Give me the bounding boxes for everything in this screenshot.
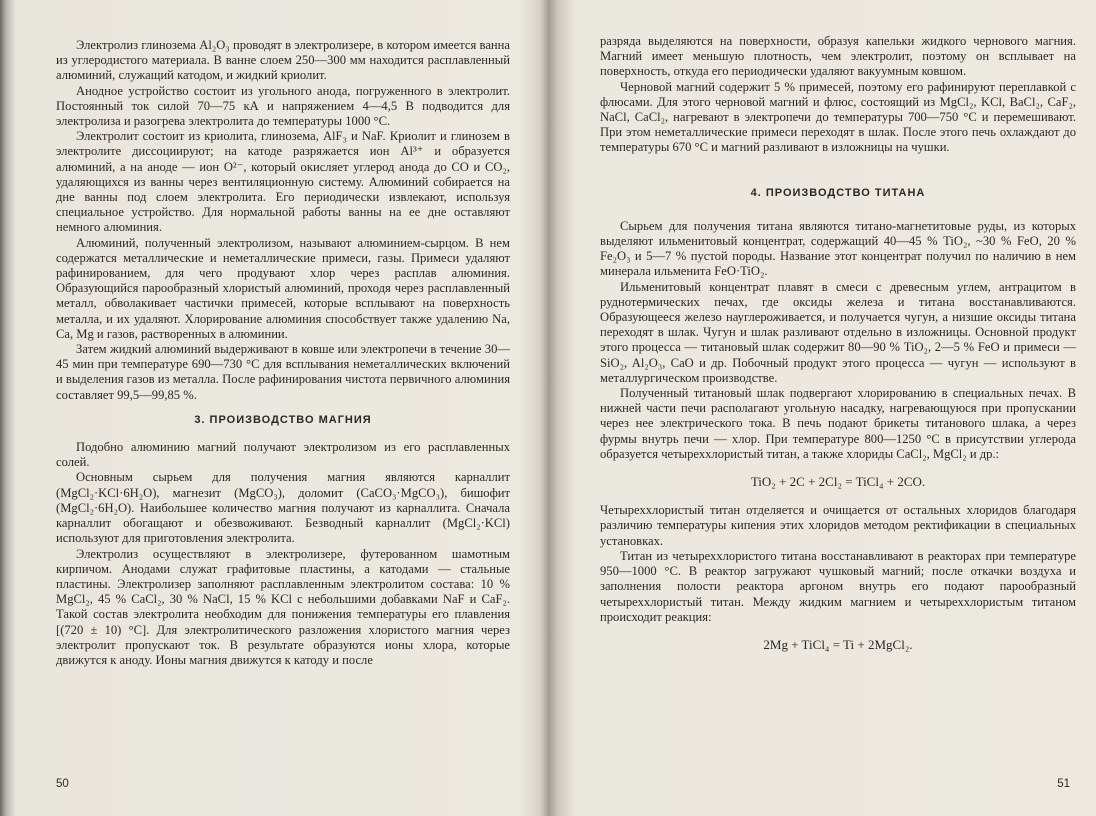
paragraph: Черновой магний содержит 5 % примесей, поэтому его рафинируют переплавкой с флюсами. Для этого черновой магний и флюс, состоящий из MgCl₂, KCl, BaCl₂, CaF₂, NaCl, CaCl₂, нагревают в электропечи до температуры 700—750 °С и перемешивают. При этом неметаллические примеси переходят в шлак. После этого печь охлаждают до температуры 670 °С и магний разливают в изложницы на чушки. bbox=[600, 79, 1076, 155]
paragraph: Сырьем для получения титана являются титано-магнетитовые руды, из которых выделяют ильменитовый концентрат, содержащий 40—45 % TiO₂, ~30 % FeO, 20 % Fe₂O₃ и 5—7 % пустой породы. Название этот концентрат получил по наличию в нем минерала ильменита FeO·TiO₂. bbox=[600, 218, 1076, 279]
paragraph: Полученный титановый шлак подвергают хлорированию в специальных печах. В нижней части печи располагают угольную насадку, нагревающуюся при пропускании через нее электрического тока. В печь подают брикеты титанового шлака, а через фурмы внутрь печи — хлор. При температуре 800—1250 °С в присутствии углерода образуется четыреххлористый титан, а также хлориды CaCl₂, MgCl₂ и др.: bbox=[600, 386, 1076, 461]
paragraph: Электролиз глинозема Al₂O₃ проводят в электролизере, в котором имеется ванна из углеродистого материала. В ванне слоем 250—300 мм находится расплавленный алюминий, служащий катодом, и жидкий криолит. bbox=[56, 38, 510, 83]
paragraph: Четыреххлористый титан отделяется и очищается от остальных хлоридов благодаря различию температуры кипения этих хлоридов методом ректификации в специальных установках. bbox=[600, 503, 1076, 548]
formula: TiO₂ + 2C + 2Cl₂ = TiCl₄ + 2CO. bbox=[750, 474, 926, 490]
paragraph: Подобно алюминию магний получают электролизом из его расплавленных солей. bbox=[56, 440, 510, 470]
paragraph: Электролит состоит из криолита, глинозема, AlF₃ и NaF. Криолит и глинозем в электролите диссоциируют; на катоде разряжается ион Al³⁺ и образуется алюминий, а на аноде — ион O²⁻, который окисляет углерод анода до CO и CO₂, удаляющихся из ванны через вентиляционную систему. Алюминий собирается на дне ванны под слоем электролита. Его периодически извлекают, используя специальное устройство. Для нормальной работы ванны на ее дне оставляют немного алюминия. bbox=[56, 129, 510, 235]
right-page bbox=[548, 0, 1096, 816]
section-heading: 3. ПРОИЗВОДСТВО МАГНИЯ bbox=[194, 413, 372, 426]
paragraph: разряда выделяются на поверхности, образуя капельки жидкого чернового магния. Магний имеет меньшую плотность, чем электролит, поэтому он всплывает на поверхность, откуда его периодически удаляют вакуумным ковшом. bbox=[600, 34, 1076, 79]
page-number: 51 bbox=[1057, 778, 1070, 790]
page-number: 50 bbox=[56, 778, 69, 790]
paragraph: Ильменитовый концентрат плавят в смеси с древесным углем, антрацитом в руднотермических печах, где оксиды железа и титана восстанавливаются. Образующееся железо науглероживается, и получается чугун, а низшие оксиды титана переходят в шлак. Чугун и шлак разливают отдельно в изложницы. Основной продукт этого процесса — титановый шлак содержит 80—90 % TiO₂, 2—5 % FeO и примеси — SiO₂, Al₂O₃, CaO и др. Побочный продукт этого процесса — чугун — используют в металлургическом производстве. bbox=[600, 279, 1076, 385]
formula: 2Mg + TiCl₄ = Ti + 2MgCl₂. bbox=[763, 636, 913, 652]
paragraph: Основным сырьем для получения магния являются карналлит (MgCl₂·KCl·6H₂O), магнезит (MgCO₃), доломит (CaCO₃·MgCO₃), бишофит (MgCl₂·6H₂O). Наибольшее количество магния получают из карналлита. Сначала карналлит обогащают и обезвоживают. Безводный карналлит (MgCl₂·KCl) используют для приготовления электролита. bbox=[56, 470, 510, 546]
paragraph: Анодное устройство состоит из угольного анода, погруженного в электролит. Постоянный ток силой 70—75 кА и напряжением 4—4,5 В подводится для электролиза и разогрева электролита до температуры 1000 °С. bbox=[56, 83, 510, 129]
paragraph: Электролиз осуществляют в электролизере, футерованном шамотным кирпичом. Анодами служат графитовые пластины, а катодами — стальные пластины. Электролизер заполняют расплавленным электролитом состава: 10 % MgCl₂, 45 % CaCl₂, 30 % NaCl, 15 % KCl с небольшими добавками NaF и CaF₂. Такой состав электролита необходим для понижения температуры его плавления [(720 ± 10) °С]. Для электролитического разложения хлористого магния через электролит пропускают ток. В результате образуются ионы хлора, которые движутся к аноду. Ионы магния движутся к катоду и после bbox=[56, 546, 510, 667]
section-heading: 4. ПРОИЗВОДСТВО ТИТАНА bbox=[750, 186, 926, 199]
paragraph: Титан из четыреххлористого титана восстанавливают в реакторах при температуре 950—1000 °С. В реактор загружают чушковый магний; после откачки воздуха и заполнения полости реактора аргоном внутрь его подают парообразный четыреххлористый титан. Между жидким магнием и четыреххлористым титаном происходит реакция: bbox=[600, 548, 1076, 624]
paragraph: Алюминий, полученный электролизом, называют алюминием-сырцом. В нем содержатся металлические и неметаллические примеси, газы. Примеси удаляют рафинированием, для чего продувают хлор через расплав алюминия. Образующийся парообразный хлористый алюминий, проходя через расплавленный металл, обволакивает частички примесей, которые всплывают на поверхность металла, и их удаляют. Хлорирование алюминия способствует также удалению Na, Ca, Mg и газов, растворенных в алюминии. bbox=[56, 235, 510, 341]
paragraph: Затем жидкий алюминий выдерживают в ковше или электропечи в течение 30—45 мин при температуре 690—730 °С для всплывания неметаллических включений и выделения газов из металла. После рафинирования чистота первичного алюминия составляет 99,5—99,85 %. bbox=[56, 342, 510, 402]
